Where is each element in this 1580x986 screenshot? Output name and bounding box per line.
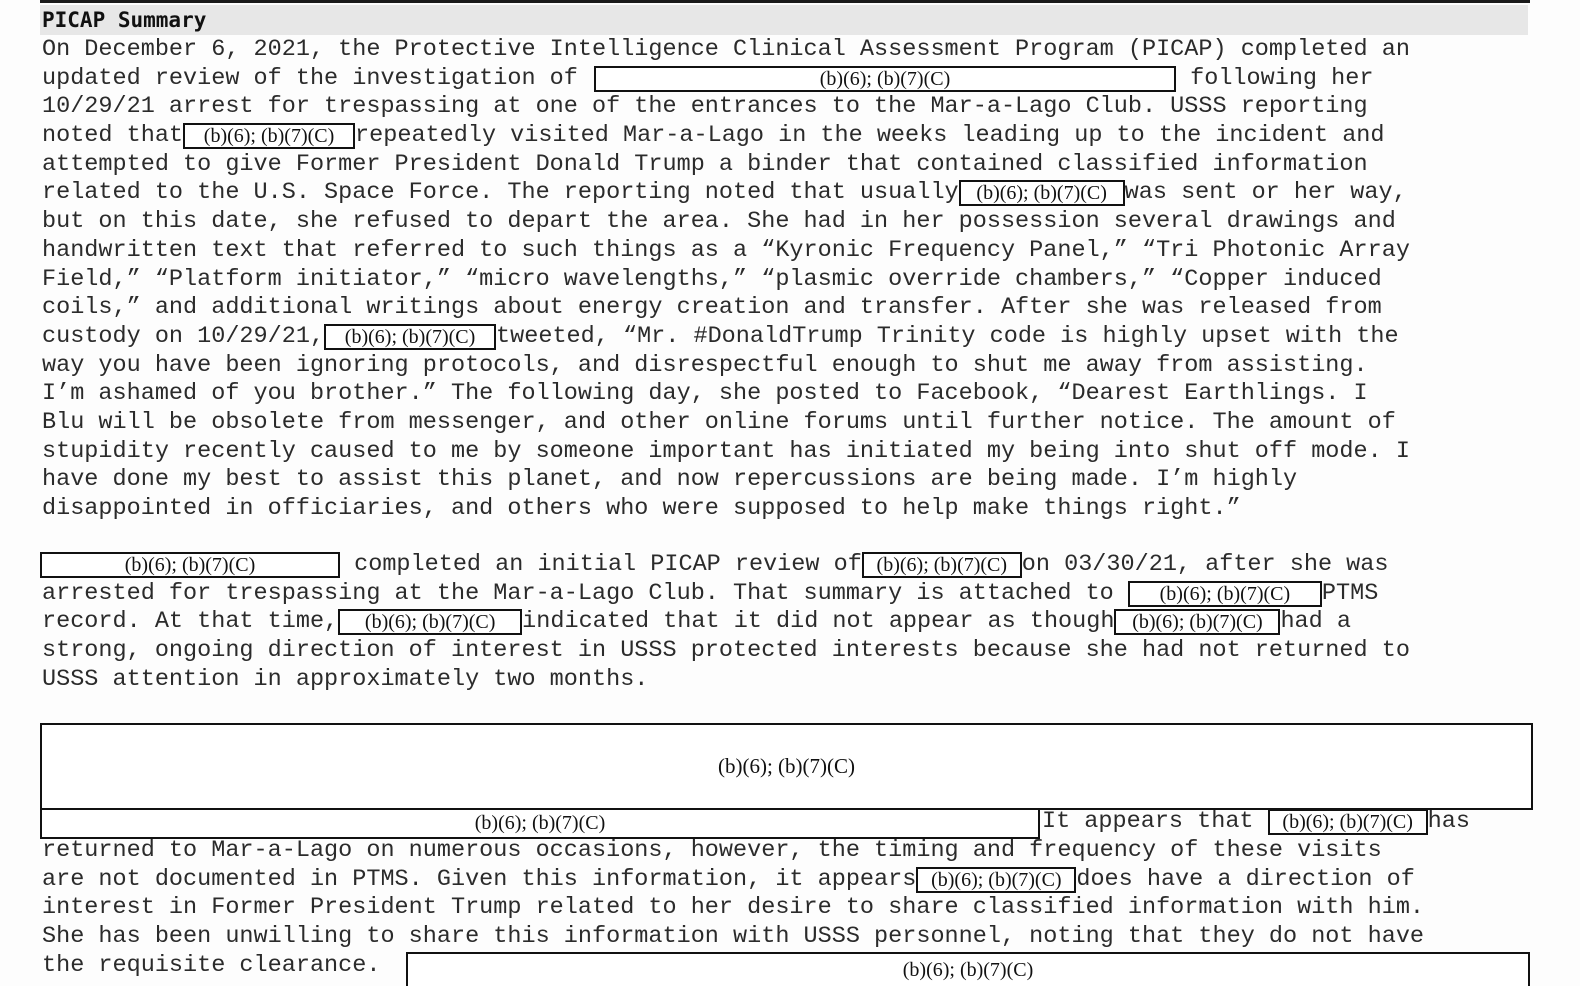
text-line: I’m ashamed of you brother.” The following day, she posted to Facebook, “Dearest Earthlings. I <box>42 380 1368 408</box>
redaction-box: (b)(6); (b)(7)(C) <box>1114 609 1280 635</box>
text-line: (b)(6); (b)(7)(C) completed an initial PICAP review of (b)(6); (b)(7)(C) on 03/30/21, after she was <box>40 551 1540 580</box>
text-line: Field,” “Platform initiator,” “micro wavelengths,” “plasmic override chambers,” “Copper induced <box>42 265 1382 293</box>
text-line: USSS attention in approximately two months. <box>42 665 649 693</box>
redaction-box: (b)(6); (b)(7)(C) <box>40 552 340 578</box>
text-line: stupidity recently caused to me by someone important has initiated my being into shut off mode. I <box>42 437 1410 465</box>
text-line: related to the U.S. Space Force. The reporting noted that usually (b)(6); (b)(7)(C) was sent or her way, <box>42 179 1407 207</box>
text-line: It appears that (b)(6); (b)(7)(C) has <box>1042 808 1470 835</box>
text-line: the requisite clearance. <box>42 951 381 979</box>
text-line: disappointed in officiaries, and others who were supposed to help make things right.” <box>42 495 1241 522</box>
text-line: are not documented in PTMS. Given this information, it appears (b)(6); (b)(7)(C) does have a direction of <box>42 865 1415 893</box>
section-heading: PICAP Summary <box>40 5 1528 35</box>
paragraph-1 <box>42 36 1542 524</box>
redaction-box: (b)(6); (b)(7)(C) <box>916 867 1076 893</box>
redaction-box: (b)(6); (b)(7)(C) <box>324 324 496 350</box>
text-line: strong, ongoing direction of interest in USSS protected interests because she had not returned to <box>42 637 1410 665</box>
text-line: attempted to give Former President Donald Trump a binder that contained classified information <box>42 150 1368 178</box>
text-line: but on this date, she refused to depart the area. She had in her possession several drawings and <box>42 208 1396 236</box>
text-line: Blu will be obsolete from messenger, and other online forums until further notice. The amount of <box>42 408 1396 436</box>
paragraph-3-first-line <box>1042 808 1562 837</box>
redaction-box: (b)(6); (b)(7)(C) <box>1128 581 1322 607</box>
redaction-box: (b)(6); (b)(7)(C) <box>338 609 522 635</box>
redaction-block: (b)(6); (b)(7)(C) <box>40 723 1533 810</box>
redaction-box: (b)(6); (b)(7)(C) <box>183 123 355 149</box>
redaction-box: (b)(6); (b)(7)(C) <box>406 952 1530 986</box>
text-line: noted that (b)(6); (b)(7)(C) repeatedly visited Mar-a-Lago in the weeks leading up to the incident and <box>42 122 1385 150</box>
text-line: interest in Former President Trump related to her desire to share classified information with him. <box>42 894 1425 922</box>
paragraph-2 <box>40 551 1540 694</box>
redaction-box: (b)(6); (b)(7)(C) <box>1268 809 1428 835</box>
text-line: arrested for trespassing at the Mar-a-Lago Club. That summary is attached to (b)(6); (b)(7)(C) PTMS <box>42 579 1379 607</box>
redaction-box: (b)(6); (b)(7)(C) <box>862 552 1022 578</box>
text-line: have done my best to assist this planet, and now repercussions are being made. I’m highly <box>42 466 1298 494</box>
text-line: updated review of the investigation of (b)(6); (b)(7)(C) following her <box>42 64 1374 92</box>
redaction-box: (b)(6); (b)(7)(C) <box>40 808 1040 839</box>
redaction-box: (b)(6); (b)(7)(C) <box>959 180 1125 206</box>
text-line: On December 6, 2021, the Protective Intelligence Clinical Assessment Program (PICAP) completed an <box>42 36 1410 63</box>
text-line: handwritten text that referred to such things as a “Kyronic Frequency Panel,” “Tri Photonic Array <box>42 236 1410 264</box>
text-line: way you have been ignoring protocols, and disrespectful enough to shut me away from assisting. <box>42 351 1368 379</box>
redaction-box: (b)(6); (b)(7)(C) <box>594 66 1176 92</box>
text-line: coils,” and additional writings about energy creation and transfer. After she was released from <box>42 294 1382 322</box>
text-line: She has been unwilling to share this information with USSS personnel, noting that they do not have <box>42 923 1425 951</box>
text-line: 10/29/21 arrest for trespassing at one of the entrances to the Mar-a-Lago Club. USSS reporting <box>42 93 1368 121</box>
text-line: returned to Mar-a-Lago on numerous occasions, however, the timing and frequency of these visits <box>42 837 1382 864</box>
top-rule <box>40 0 1530 3</box>
text-line: record. At that time, (b)(6); (b)(7)(C) indicated that it did not appear as though (b)(6); (b)(7)(C) had a <box>42 608 1351 636</box>
text-line: custody on 10/29/21, (b)(6); (b)(7)(C) tweeted, “Mr. #DonaldTrump Trinity code is highly upset with the <box>42 322 1399 350</box>
